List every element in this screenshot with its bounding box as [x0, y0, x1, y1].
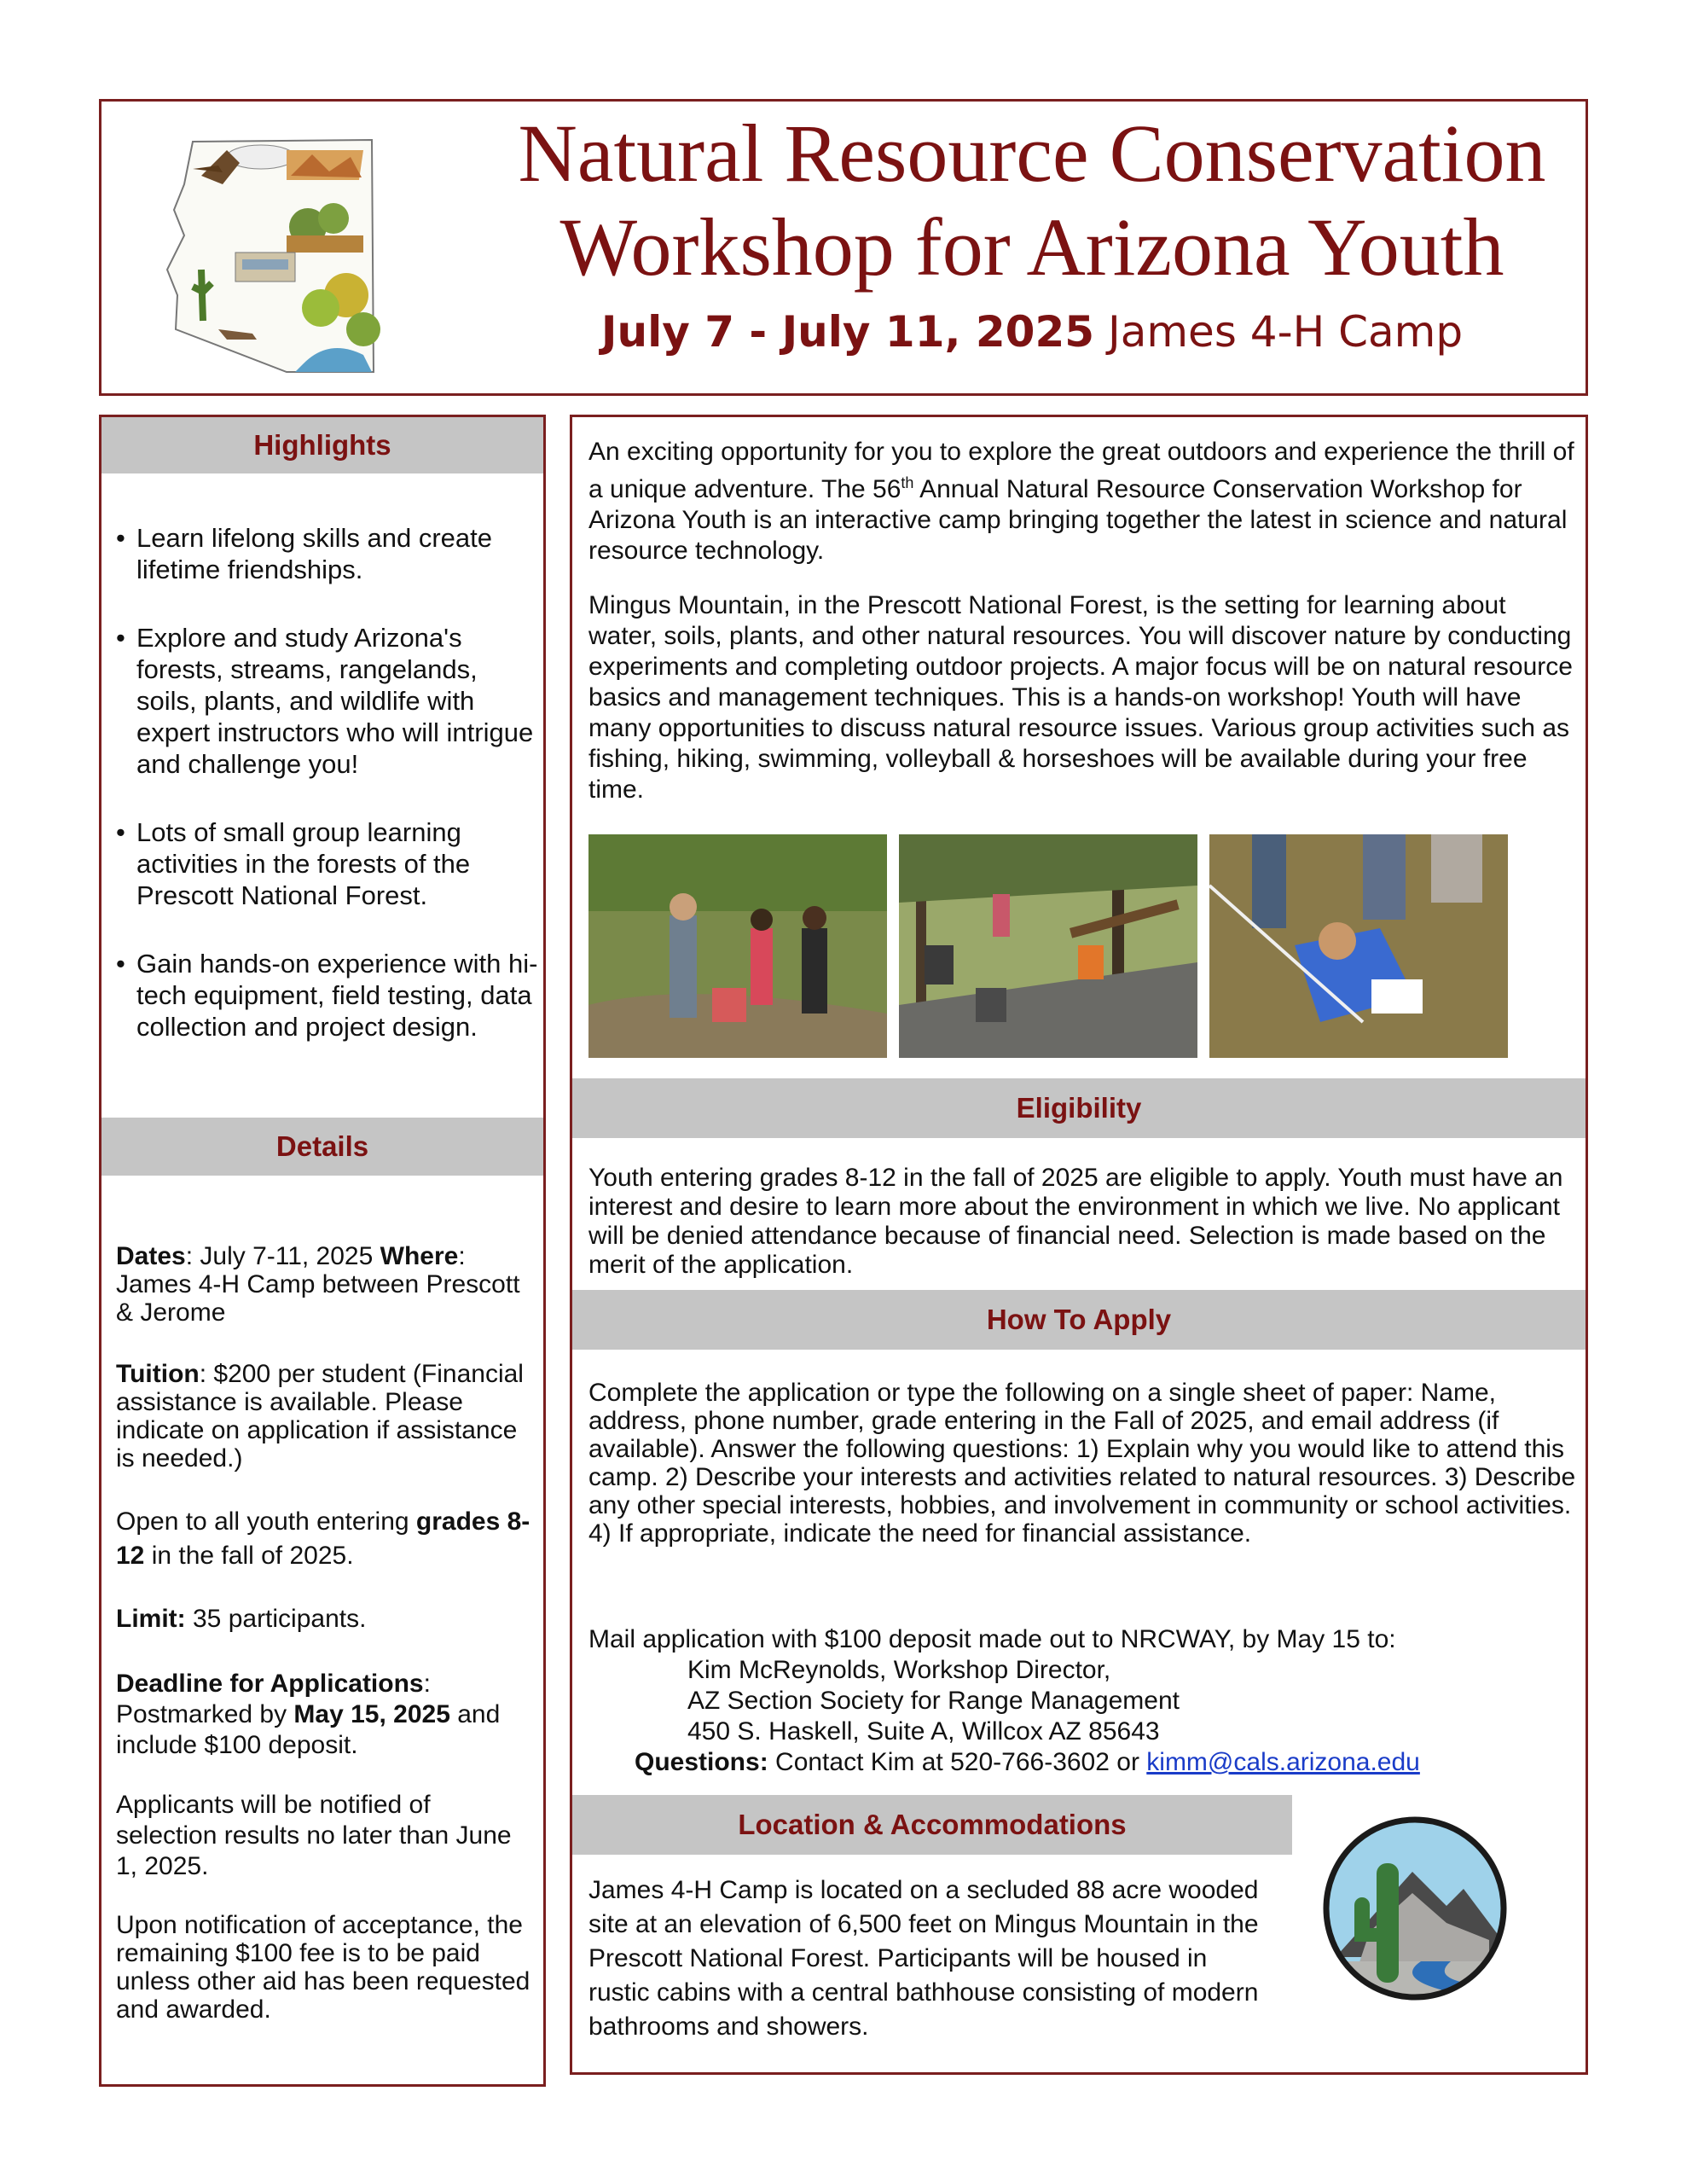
- details-tuition: Tuition: $200 per student (Financial assistance is available. Please indicate on application if assistance is needed.): [116, 1360, 524, 1472]
- apply-address-line-1: Kim McReynolds, Workshop Director,: [687, 1656, 1111, 1684]
- details-eligibility: Open to all youth entering grades 8-12 in the fall of 2025.: [116, 1507, 530, 1570]
- title-line-2: Workshop for Arizona Youth: [559, 201, 1504, 293]
- intro-paragraph-2: Mingus Mountain, in the Prescott National Forest, is the setting for learning about water, soils, plants, and other natural resources. You will discover nature by conducting experiments and completing outdoor projects. A major focus will be on natural resource basics and management techniques. This is a hands-on workshop! Youth will have many opportunities to discuss natural resource issues. Various group activities such as fishing, hiking, swimming, volleyball & horseshoes will be available during your free time.: [588, 591, 1573, 804]
- event-venue: James 4-H Camp: [1107, 307, 1464, 357]
- apply-text: Complete the application or type the following on a single sheet of paper: Name, address, phone number, grade entering in the Fall of 2025, and email address (if available). Answer the following questions: 1) Explain why you would like to attend this camp. 2) Describe your interests and activities related to natural resources. 3) Describe any other special interests, hobbies, and involvement in community or school activities. 4) If appropriate, indicate the need for financial assistance.: [588, 1379, 1576, 1548]
- details-notification: Applicants will be notified of selection results no later than June 1, 2025.: [116, 1791, 512, 1880]
- details-deadline: Deadline for Applications: Postmarked by May 15, 2025 and include $100 deposit.: [116, 1670, 501, 1759]
- highlight-item: • Lots of small group learning activities in the forests of the Prescott National Forest.: [113, 816, 539, 911]
- photo-students-creek: [588, 834, 887, 1058]
- eligibility-heading: Eligibility: [572, 1078, 1586, 1138]
- highlights-list: [113, 522, 539, 1079]
- highlight-item: • Learn lifelong skills and create lifetime friendships.: [113, 522, 539, 585]
- apply-questions: Questions: Contact Kim at 520-766-3602 or kimm@cals.arizona.edu: [635, 1748, 1420, 1776]
- highlight-item: • Gain hands-on experience with hi-tech equipment, field testing, data collection and project design.: [113, 948, 539, 1043]
- title-line-1: Natural Resource Conservation: [518, 107, 1546, 199]
- location-text: James 4-H Camp is located on a secluded 88 acre wooded site at an elevation of 6,500 feet on Mingus Mountain in the Prescott National Forest. Participants will be housed in rustic cabins with a central bathhouse consisting of modern bathrooms and showers.: [588, 1876, 1259, 2041]
- event-dates: July 7 - July 11, 2025: [600, 307, 1095, 357]
- contact-email-link[interactable]: kimm@cals.arizona.edu: [1146, 1748, 1420, 1776]
- desert-emblem-icon: [1319, 1812, 1511, 2005]
- location-heading: Location & Accommodations: [572, 1795, 1292, 1855]
- highlight-item: • Explore and study Arizona's forests, streams, rangelands, soils, plants, and wildlife with expert instructors who will intrigue and challenge you!: [113, 622, 539, 780]
- details-dates: Dates: July 7-11, 2025 Where: James 4-H Camp between Prescott & Jerome: [116, 1242, 520, 1327]
- event-dateline: [443, 307, 1620, 357]
- apply-address-line-3: 450 S. Haskell, Suite A, Willcox AZ 85643: [687, 1717, 1160, 1745]
- eligibility-text: Youth entering grades 8-12 in the fall of 2025 are eligible to apply. Youth must have an interest and desire to learn more about the environment in which we live. No applicant will be denied attendance because of financial need. Selection is made based on the merit of the application.: [588, 1164, 1563, 1279]
- photo-student-measuring: [1209, 834, 1508, 1058]
- apply-address-line-2: AZ Section Society for Range Management: [687, 1687, 1180, 1715]
- apply-mail-instructions: Mail application with $100 deposit made out to NRCWAY, by May 15 to:: [588, 1625, 1396, 1653]
- details-heading: Details: [101, 1118, 543, 1176]
- arizona-map-illustration: [159, 116, 397, 380]
- details-limit: Limit: 35 participants.: [116, 1605, 367, 1633]
- highlights-heading: Highlights: [101, 417, 543, 473]
- details-acceptance: Upon notification of acceptance, the remaining $100 fee is to be paid unless other aid has been requested and awarded.: [116, 1911, 530, 2024]
- intro-paragraph-1: An exciting opportunity for you to explore the great outdoors and experience the thrill of a unique adventure. The 56th Annual Natural Resource Conservation Workshop for Arizona Youth is an interactive camp bringing together the latest in science and natural resource technology.: [588, 438, 1574, 565]
- how-to-apply-heading: How To Apply: [572, 1290, 1586, 1350]
- photo-students-forest: [899, 834, 1197, 1058]
